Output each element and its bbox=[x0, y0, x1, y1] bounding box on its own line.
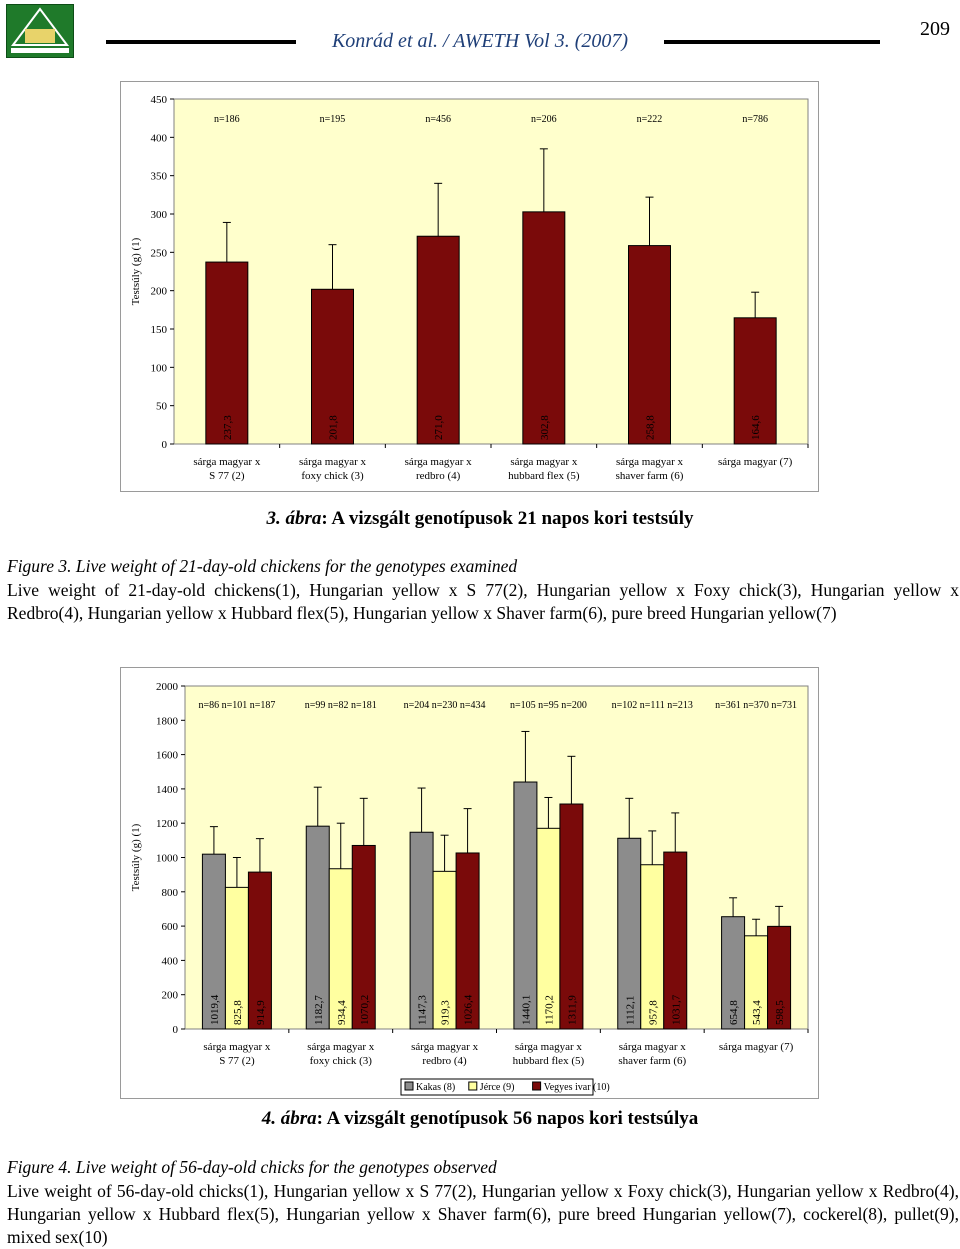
page-number: 209 bbox=[920, 18, 950, 40]
figure3-caption bbox=[0, 508, 960, 530]
figure3-description: Live weight of 21-day-old chickens(1), Hungarian yellow x S 77(2), Hungarian yellow x Foxy chick(3), Hungarian yellow x Redbro(4), Hungarian yellow x Hubbard flex(5), Hungarian yellow x Shaver farm(6), pure breed Hungarian yellow(7) bbox=[7, 580, 959, 623]
value-label: 1026,4 bbox=[462, 994, 475, 1025]
sample-size-label: n=186 bbox=[214, 114, 240, 125]
header-rule-left bbox=[106, 40, 296, 44]
sample-size-label: n=204 n=230 n=434 bbox=[403, 700, 486, 711]
value-label: 1031,7 bbox=[670, 994, 683, 1025]
category-label: redbro (4) bbox=[422, 1055, 467, 1067]
y-tick-label: 50 bbox=[156, 400, 167, 413]
y-tick-label: 400 bbox=[161, 955, 178, 968]
y-tick-label: 0 bbox=[172, 1024, 178, 1036]
category-label: foxy chick (3) bbox=[301, 470, 364, 482]
figure3-chart-svg bbox=[121, 82, 818, 491]
category-label: sárga magyar x bbox=[299, 456, 366, 468]
y-tick-label: 200 bbox=[161, 989, 178, 1002]
value-label: 1170,2 bbox=[543, 995, 556, 1025]
category-label: shaver farm (6) bbox=[618, 1055, 687, 1067]
value-label: 598,5 bbox=[774, 1000, 787, 1025]
value-label: 1182,7 bbox=[312, 995, 325, 1025]
value-label: 957,8 bbox=[647, 1000, 660, 1025]
category-label: sárga magyar x bbox=[616, 456, 683, 468]
sample-size-label: n=456 bbox=[425, 114, 451, 125]
value-label: 1440,1 bbox=[520, 994, 533, 1025]
category-label: sárga magyar (7) bbox=[718, 456, 793, 468]
category-label: hubbard flex (5) bbox=[512, 1055, 585, 1067]
figure4-caption bbox=[0, 1108, 960, 1130]
value-label: 919,3 bbox=[439, 1000, 452, 1025]
category-label: sárga magyar (7) bbox=[718, 1041, 794, 1053]
category-label: sárga magyar x bbox=[514, 1041, 582, 1053]
category-label: sárga magyar x bbox=[618, 1041, 686, 1053]
legend-entry: Kakas (8) bbox=[416, 1082, 456, 1093]
y-tick-label: 350 bbox=[150, 170, 167, 183]
category-label: sárga magyar x bbox=[193, 456, 261, 468]
sample-size-label: n=361 n=370 n=731 bbox=[715, 700, 798, 711]
y-tick-label: 200 bbox=[150, 285, 167, 298]
sample-size-label: n=105 n=95 n=200 bbox=[509, 700, 587, 711]
bar bbox=[514, 782, 537, 1029]
category-label: sárga magyar x bbox=[411, 1041, 479, 1053]
value-label: 201,8 bbox=[327, 415, 340, 440]
figure3-chart bbox=[120, 81, 819, 492]
y-tick-label: 400 bbox=[150, 132, 167, 145]
value-label: 271,0 bbox=[433, 415, 446, 440]
value-label: 1019,4 bbox=[208, 994, 221, 1025]
y-axis-title: Testsúly (g) (1) bbox=[130, 823, 142, 892]
y-tick-label: 1000 bbox=[156, 852, 178, 865]
sample-size-label: n=86 n=101 n=187 bbox=[198, 700, 276, 711]
bar bbox=[523, 212, 565, 444]
legend-swatch bbox=[405, 1082, 413, 1090]
value-label: 1147,3 bbox=[416, 995, 429, 1025]
category-label: foxy chick (3) bbox=[309, 1055, 372, 1067]
value-label: 654,8 bbox=[728, 1000, 741, 1025]
value-label: 825,8 bbox=[231, 1000, 244, 1025]
y-axis-title: Testsúly (g) (1) bbox=[130, 237, 142, 306]
sample-size-label: n=206 bbox=[531, 114, 557, 125]
figure4-description: Live weight of 56-day-old chicks(1), Hungarian yellow x S 77(2), Hungarian yellow x Foxy chick(3), Hungarian yellow x Redbro(4), Hungarian yellow x Hubbard flex(5), Hungarian yellow x Shaver farm(6), pure breed Hungarian yellow(7), cockerel(8), pullet(9), mixed sex(10) bbox=[7, 1181, 959, 1247]
value-label: 302,8 bbox=[538, 415, 551, 440]
category-label: hubbard flex (5) bbox=[508, 470, 580, 482]
y-tick-label: 450 bbox=[150, 94, 167, 106]
y-tick-label: 100 bbox=[150, 362, 167, 375]
sample-size-label: n=195 bbox=[319, 114, 346, 125]
plot-area bbox=[185, 686, 808, 1029]
bar bbox=[417, 236, 459, 444]
value-label: 258,8 bbox=[644, 415, 657, 440]
figure4-caption-text: : A vizsgált genotípusok 56 napos kori testsúlya bbox=[316, 1108, 699, 1129]
y-tick-label: 300 bbox=[150, 209, 167, 221]
figure4-caption-label: 4. ábra bbox=[261, 1108, 317, 1129]
journal-logo-icon bbox=[6, 4, 74, 58]
legend-swatch bbox=[469, 1082, 477, 1090]
legend-entry: Jérce (9) bbox=[479, 1082, 515, 1093]
y-tick-label: 150 bbox=[150, 324, 167, 336]
y-tick-label: 1400 bbox=[156, 783, 178, 796]
sample-size-label: n=99 n=82 n=181 bbox=[304, 700, 377, 711]
figure4-chart bbox=[120, 667, 819, 1099]
legend-swatch bbox=[533, 1082, 541, 1090]
plot-area bbox=[174, 99, 808, 444]
y-tick-label: 250 bbox=[150, 247, 167, 260]
y-tick-label: 1600 bbox=[156, 749, 178, 762]
category-label: S 77 (2) bbox=[209, 470, 245, 482]
category-label: shaver farm (6) bbox=[615, 470, 684, 482]
category-label: sárga magyar x bbox=[510, 456, 578, 468]
figure3-en-title: Figure 3. Live weight of 21-day-old chickens for the genotypes examined bbox=[7, 556, 518, 576]
value-label: 543,4 bbox=[751, 1000, 764, 1025]
category-label: sárga magyar x bbox=[203, 1041, 271, 1053]
category-label: S 77 (2) bbox=[219, 1055, 255, 1067]
sample-size-label: n=786 bbox=[742, 114, 768, 125]
category-label: redbro (4) bbox=[416, 470, 461, 482]
y-tick-label: 1800 bbox=[156, 715, 178, 728]
category-label: sárga magyar x bbox=[404, 456, 472, 468]
value-label: 1070,2 bbox=[358, 994, 371, 1025]
sample-size-label: n=222 bbox=[636, 114, 663, 125]
figure3-caption-text: : A vizsgált genotípusok 21 napos kori testsúly bbox=[321, 508, 694, 529]
y-tick-label: 800 bbox=[161, 886, 178, 899]
figure4-chart-svg bbox=[121, 668, 818, 1098]
bar bbox=[629, 246, 671, 444]
category-label: sárga magyar x bbox=[307, 1041, 375, 1053]
figure3-caption-label: 3. ábra bbox=[266, 508, 322, 529]
figure4-en-title: Figure 4. Live weight of 56-day-old chicks for the genotypes observed bbox=[7, 1157, 497, 1177]
legend-entry: Vegyes ivar (10) bbox=[543, 1082, 610, 1093]
value-label: 934,4 bbox=[335, 1000, 348, 1025]
y-tick-label: 2000 bbox=[156, 681, 178, 693]
y-tick-label: 600 bbox=[161, 921, 178, 934]
value-label: 237,3 bbox=[221, 415, 234, 440]
running-head: Konrád et al. / AWETH Vol 3. (2007) bbox=[331, 30, 629, 52]
y-tick-label: 1200 bbox=[156, 818, 178, 831]
value-label: 1311,9 bbox=[566, 995, 579, 1025]
sample-size-label: n=102 n=111 n=213 bbox=[611, 700, 693, 711]
value-label: 164,6 bbox=[750, 415, 763, 440]
value-label: 1112,1 bbox=[624, 995, 637, 1025]
y-tick-label: 0 bbox=[161, 439, 167, 451]
value-label: 914,9 bbox=[254, 1000, 267, 1025]
header-rule-right bbox=[664, 40, 880, 44]
